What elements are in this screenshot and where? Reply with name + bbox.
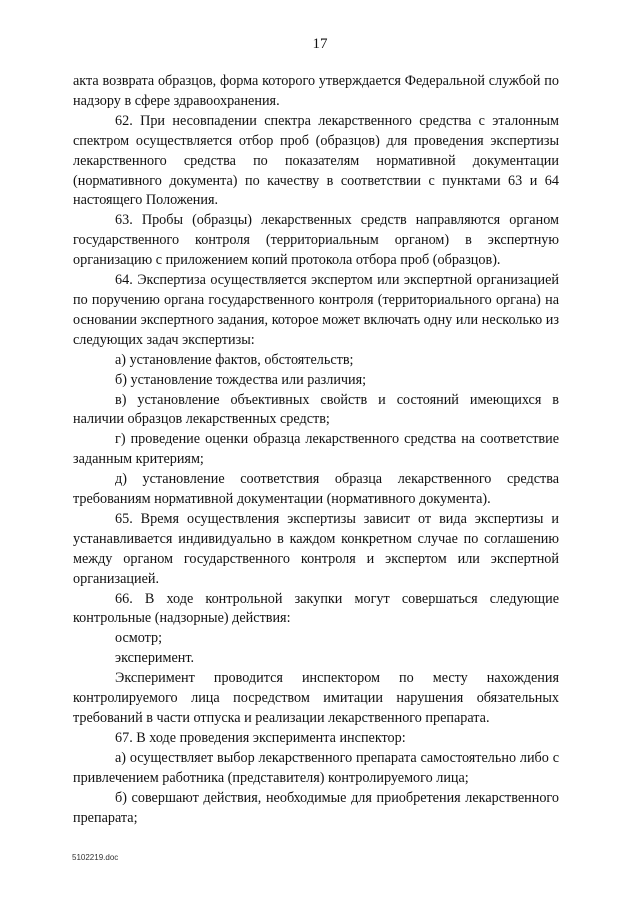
document-file-code: 5102219.doc: [72, 853, 119, 862]
paragraph: 66. В ходе контрольной закупки могут совершаться следующие контрольные (надзорные) действия:: [73, 590, 559, 627]
paragraph: осмотр;: [115, 630, 163, 647]
paragraph: а) установление фактов, обстоятельств;: [115, 351, 354, 368]
paragraph: 67. В ходе проведения эксперимента инспектор:: [115, 729, 406, 746]
paragraph: б) совершают действия, необходимые для приобретения лекарственного препарата;: [73, 789, 559, 826]
paragraph: б) установление тождества или различия;: [115, 371, 367, 388]
document-body: [73, 72, 559, 828]
paragraph: 64. Экспертиза осуществляется экспертом или экспертной организацией по поручению органа государственного контроля (территориального органа) на основании экспертного задания, которое может включать одну или несколько из следующих задач экспертизы:: [73, 272, 559, 348]
paragraph: акта возврата образцов, форма которого утверждается Федеральной службой по надзору в сфере здравоохранения.: [73, 73, 559, 109]
paragraph: г) проведение оценки образца лекарственного средства на соответствие заданным критериям;: [73, 431, 559, 468]
paragraph: эксперимент.: [115, 650, 195, 667]
paragraph: Эксперимент проводится инспектором по месту нахождения контролируемого лица посредством имитации нарушения обязательных требований в части отпуска и реализации лекарственного препарата.: [73, 670, 559, 726]
paragraph: 62. При несовпадении спектра лекарственного средства с эталонным спектром осуществляется отбор проб (образцов) для проведения экспертизы лекарственного средства по показателям нормативной документации (нормативного документа) по качеству в соответствии с пунктами 63 и 64 настоящего Положения.: [73, 112, 559, 209]
page-number: 17: [312, 36, 328, 52]
paragraph: д) установление соответствия образца лекарственного средства требованиям нормативной документации (нормативного документа).: [73, 471, 559, 508]
paragraph: 65. Время осуществления экспертизы зависит от вида экспертизы и устанавливается индивидуально в каждом конкретном случае по соглашению между органом государственного контроля и экспертом или экспертной организацией.: [73, 510, 559, 587]
paragraph: 63. Пробы (образцы) лекарственных средств направляются органом государственного контроля (территориальным органом) в экспертную организацию с приложением копий протокола отбора проб (образцов).: [73, 212, 559, 269]
paragraph: а) осуществляет выбор лекарственного препарата самостоятельно либо с привлечением работника (представителя) контролируемого лица;: [73, 749, 559, 786]
paragraph: в) установление объективных свойств и состояний имеющихся в наличии образцов лекарственных средств;: [73, 391, 559, 428]
